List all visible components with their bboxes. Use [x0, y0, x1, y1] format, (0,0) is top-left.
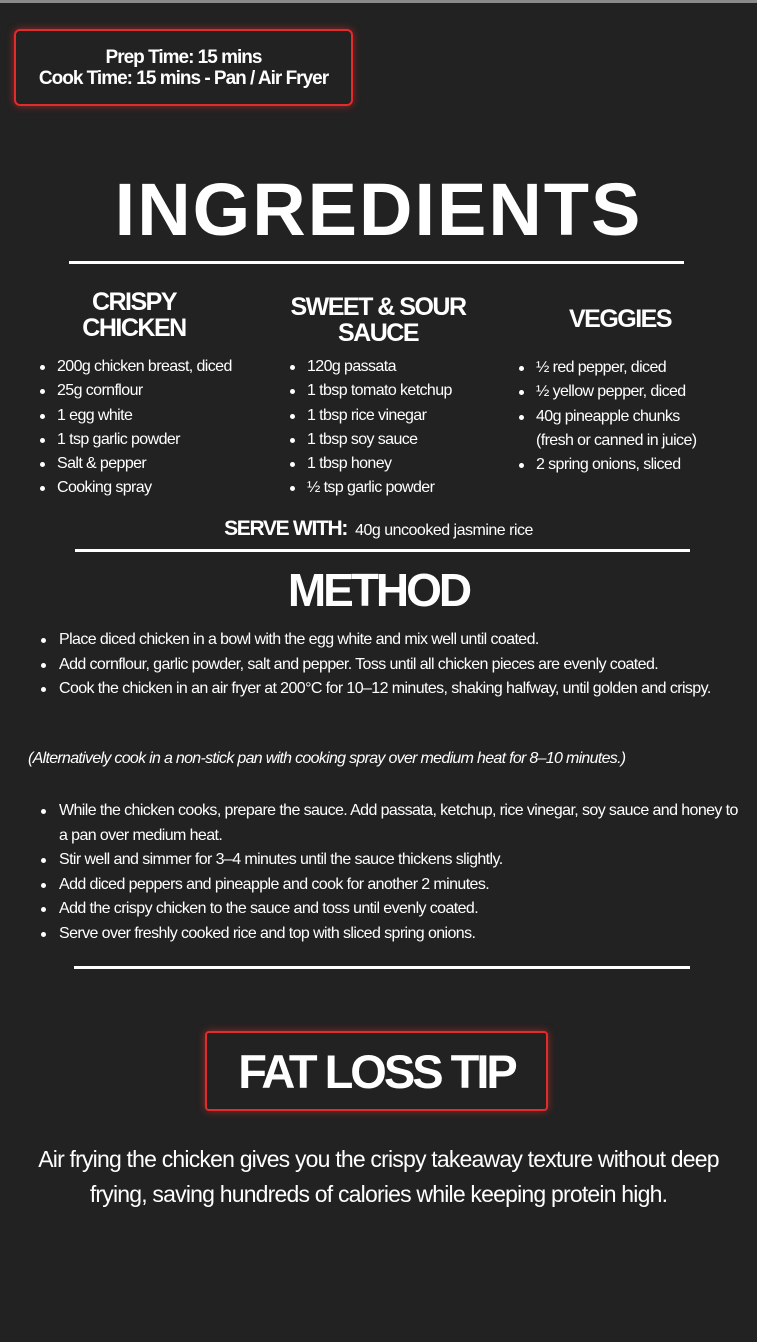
veggies-list — [517, 356, 697, 477]
crispy-chicken-list — [38, 355, 232, 501]
list-item: 200g chicken breast, diced — [38, 355, 232, 379]
list-item: 1 tbsp tomato ketchup — [288, 379, 452, 403]
list-item: 1 tbsp rice vinegar — [288, 404, 452, 428]
method-step: Place diced chicken in a bowl with the egg white and mix well until coated. — [40, 628, 740, 653]
alternative-note: (Alternatively cook in a non-stick pan with cooking spray over medium heat for 8–10 minutes.) — [28, 750, 626, 767]
veggies-heading: VEGGIES — [568, 305, 672, 333]
method-steps-part-1 — [40, 628, 740, 702]
top-border — [0, 0, 757, 3]
crispy-chicken-heading: CRISPY CHICKEN — [82, 288, 186, 342]
sauce-list — [288, 355, 452, 501]
method-divider-bottom — [74, 966, 690, 969]
list-item: 25g cornflour — [38, 379, 232, 403]
method-steps-part-2 — [40, 799, 740, 947]
list-item: 120g passata — [288, 355, 452, 379]
serve-with-line — [0, 517, 757, 541]
sauce-heading: SWEET & SOUR SAUCE — [290, 293, 466, 347]
serve-with-text: 40g uncooked jasmine rice — [355, 522, 533, 539]
fat-loss-tip-box — [205, 1031, 548, 1111]
list-item: ½ tsp garlic powder — [288, 476, 452, 500]
serve-with-label: SERVE WITH: — [224, 517, 348, 540]
list-item: Cooking spray — [38, 476, 232, 500]
list-item: 2 spring onions, sliced — [517, 453, 697, 477]
method-step: While the chicken cooks, prepare the sauce. Add passata, ketchup, rice vinegar, soy sauce and honey to a pan over medium heat. — [40, 799, 740, 848]
list-item: ½ yellow pepper, diced — [517, 380, 697, 404]
method-step: Add cornflour, garlic powder, salt and pepper. Toss until all chicken pieces are evenly coated. — [40, 653, 740, 678]
cook-time: Cook Time: 15 mins - Pan / Air Fryer — [38, 67, 329, 89]
list-item: 1 egg white — [38, 404, 232, 428]
prep-time: Prep Time: 15 mins — [105, 46, 262, 68]
method-step: Add the crispy chicken to the sauce and toss until evenly coated. — [40, 897, 740, 922]
method-step: Serve over freshly cooked rice and top with sliced spring onions. — [40, 922, 740, 947]
list-item: 40g pineapple chunks — [517, 405, 697, 429]
fat-loss-tip-text: Air frying the chicken gives you the crispy takeaway texture without deep frying, saving hundreds of calories while keeping protein high. — [38, 1146, 719, 1207]
list-item-continuation: (fresh or canned in juice) — [536, 431, 697, 449]
fat-loss-tip-title: FAT LOSS TIP — [238, 1044, 515, 1098]
time-info-box — [14, 29, 353, 106]
method-step: Add diced peppers and pineapple and cook for another 2 minutes. — [40, 873, 740, 898]
method-divider-top — [75, 549, 690, 552]
list-item: 1 tbsp soy sauce — [288, 428, 452, 452]
list-item: ½ red pepper, diced — [517, 356, 697, 380]
ingredients-title: INGREDIENTS — [114, 168, 643, 251]
method-step: Stir well and simmer for 3–4 minutes until the sauce thickens slightly. — [40, 848, 740, 873]
ingredients-divider — [69, 261, 684, 264]
list-item: 1 tbsp honey — [288, 452, 452, 476]
list-item: 1 tsp garlic powder — [38, 428, 232, 452]
list-item: Salt & pepper — [38, 452, 232, 476]
method-step: Cook the chicken in an air fryer at 200°C for 10–12 minutes, shaking halfway, until golden and crispy. — [40, 677, 740, 702]
method-title: METHOD — [287, 564, 470, 616]
